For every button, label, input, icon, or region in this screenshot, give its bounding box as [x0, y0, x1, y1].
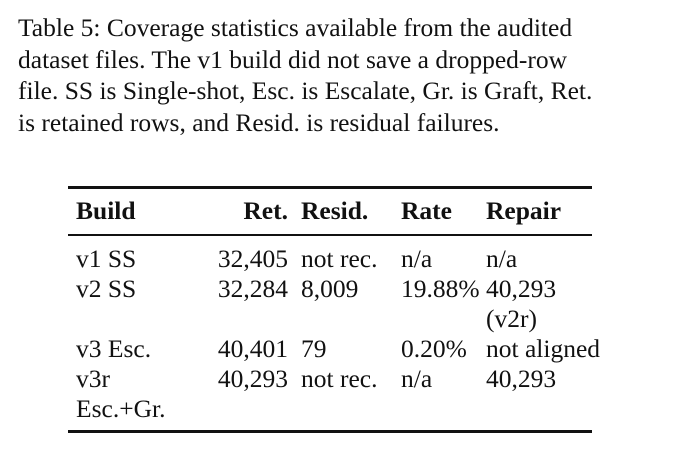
header-rate: Rate — [401, 196, 452, 225]
header-build: Build — [76, 196, 136, 225]
caption-line: dataset files. The v1 build did not save a dropped-row — [18, 44, 568, 74]
cell-resid: 79 — [301, 334, 327, 363]
cell-rate: n/a — [401, 244, 433, 273]
cell-rate: n/a — [401, 364, 433, 393]
cell-build: v1 SS — [76, 244, 137, 273]
cell-build: v3r — [76, 364, 110, 393]
cell-rate: 0.20% — [401, 334, 467, 363]
cell-repair: 40,293 — [486, 364, 557, 393]
table-bottom-rule — [68, 430, 592, 433]
table-header-rule — [68, 234, 592, 236]
cell-repair: n/a — [486, 244, 518, 273]
cell-ret: 40,401 — [217, 334, 288, 363]
cell-ret: 32,284 — [217, 274, 288, 303]
cell-resid: not rec. — [301, 364, 378, 393]
table-top-rule — [68, 186, 592, 189]
cell-build: v3 Esc. — [76, 334, 152, 363]
cell-repair: not aligned — [486, 334, 601, 363]
cell-rate: 19.88% — [401, 274, 480, 303]
caption-line: file. SS is Single-shot, Esc. is Escalate, Gr. is Graft, Ret. — [18, 76, 593, 105]
cell-ret: 32,405 — [217, 244, 288, 273]
caption-line: Table 5: Coverage statistics available from the audited — [18, 13, 573, 42]
cell-repair-note: (v2r) — [486, 304, 537, 333]
caption-line: is retained rows, and Resid. is residual failures. — [18, 107, 500, 137]
cell-build: v2 SS — [76, 274, 137, 303]
header-resid: Resid. — [301, 196, 369, 225]
header-repair: Repair — [486, 196, 562, 225]
cell-build-note: Esc.+Gr. — [76, 394, 166, 423]
cell-resid: 8,009 — [301, 274, 359, 303]
cell-resid: not rec. — [301, 244, 378, 273]
header-ret: Ret. — [243, 196, 288, 225]
cell-repair: 40,293 — [486, 274, 557, 303]
table-caption — [18, 12, 682, 138]
cell-ret: 40,293 — [217, 364, 288, 393]
